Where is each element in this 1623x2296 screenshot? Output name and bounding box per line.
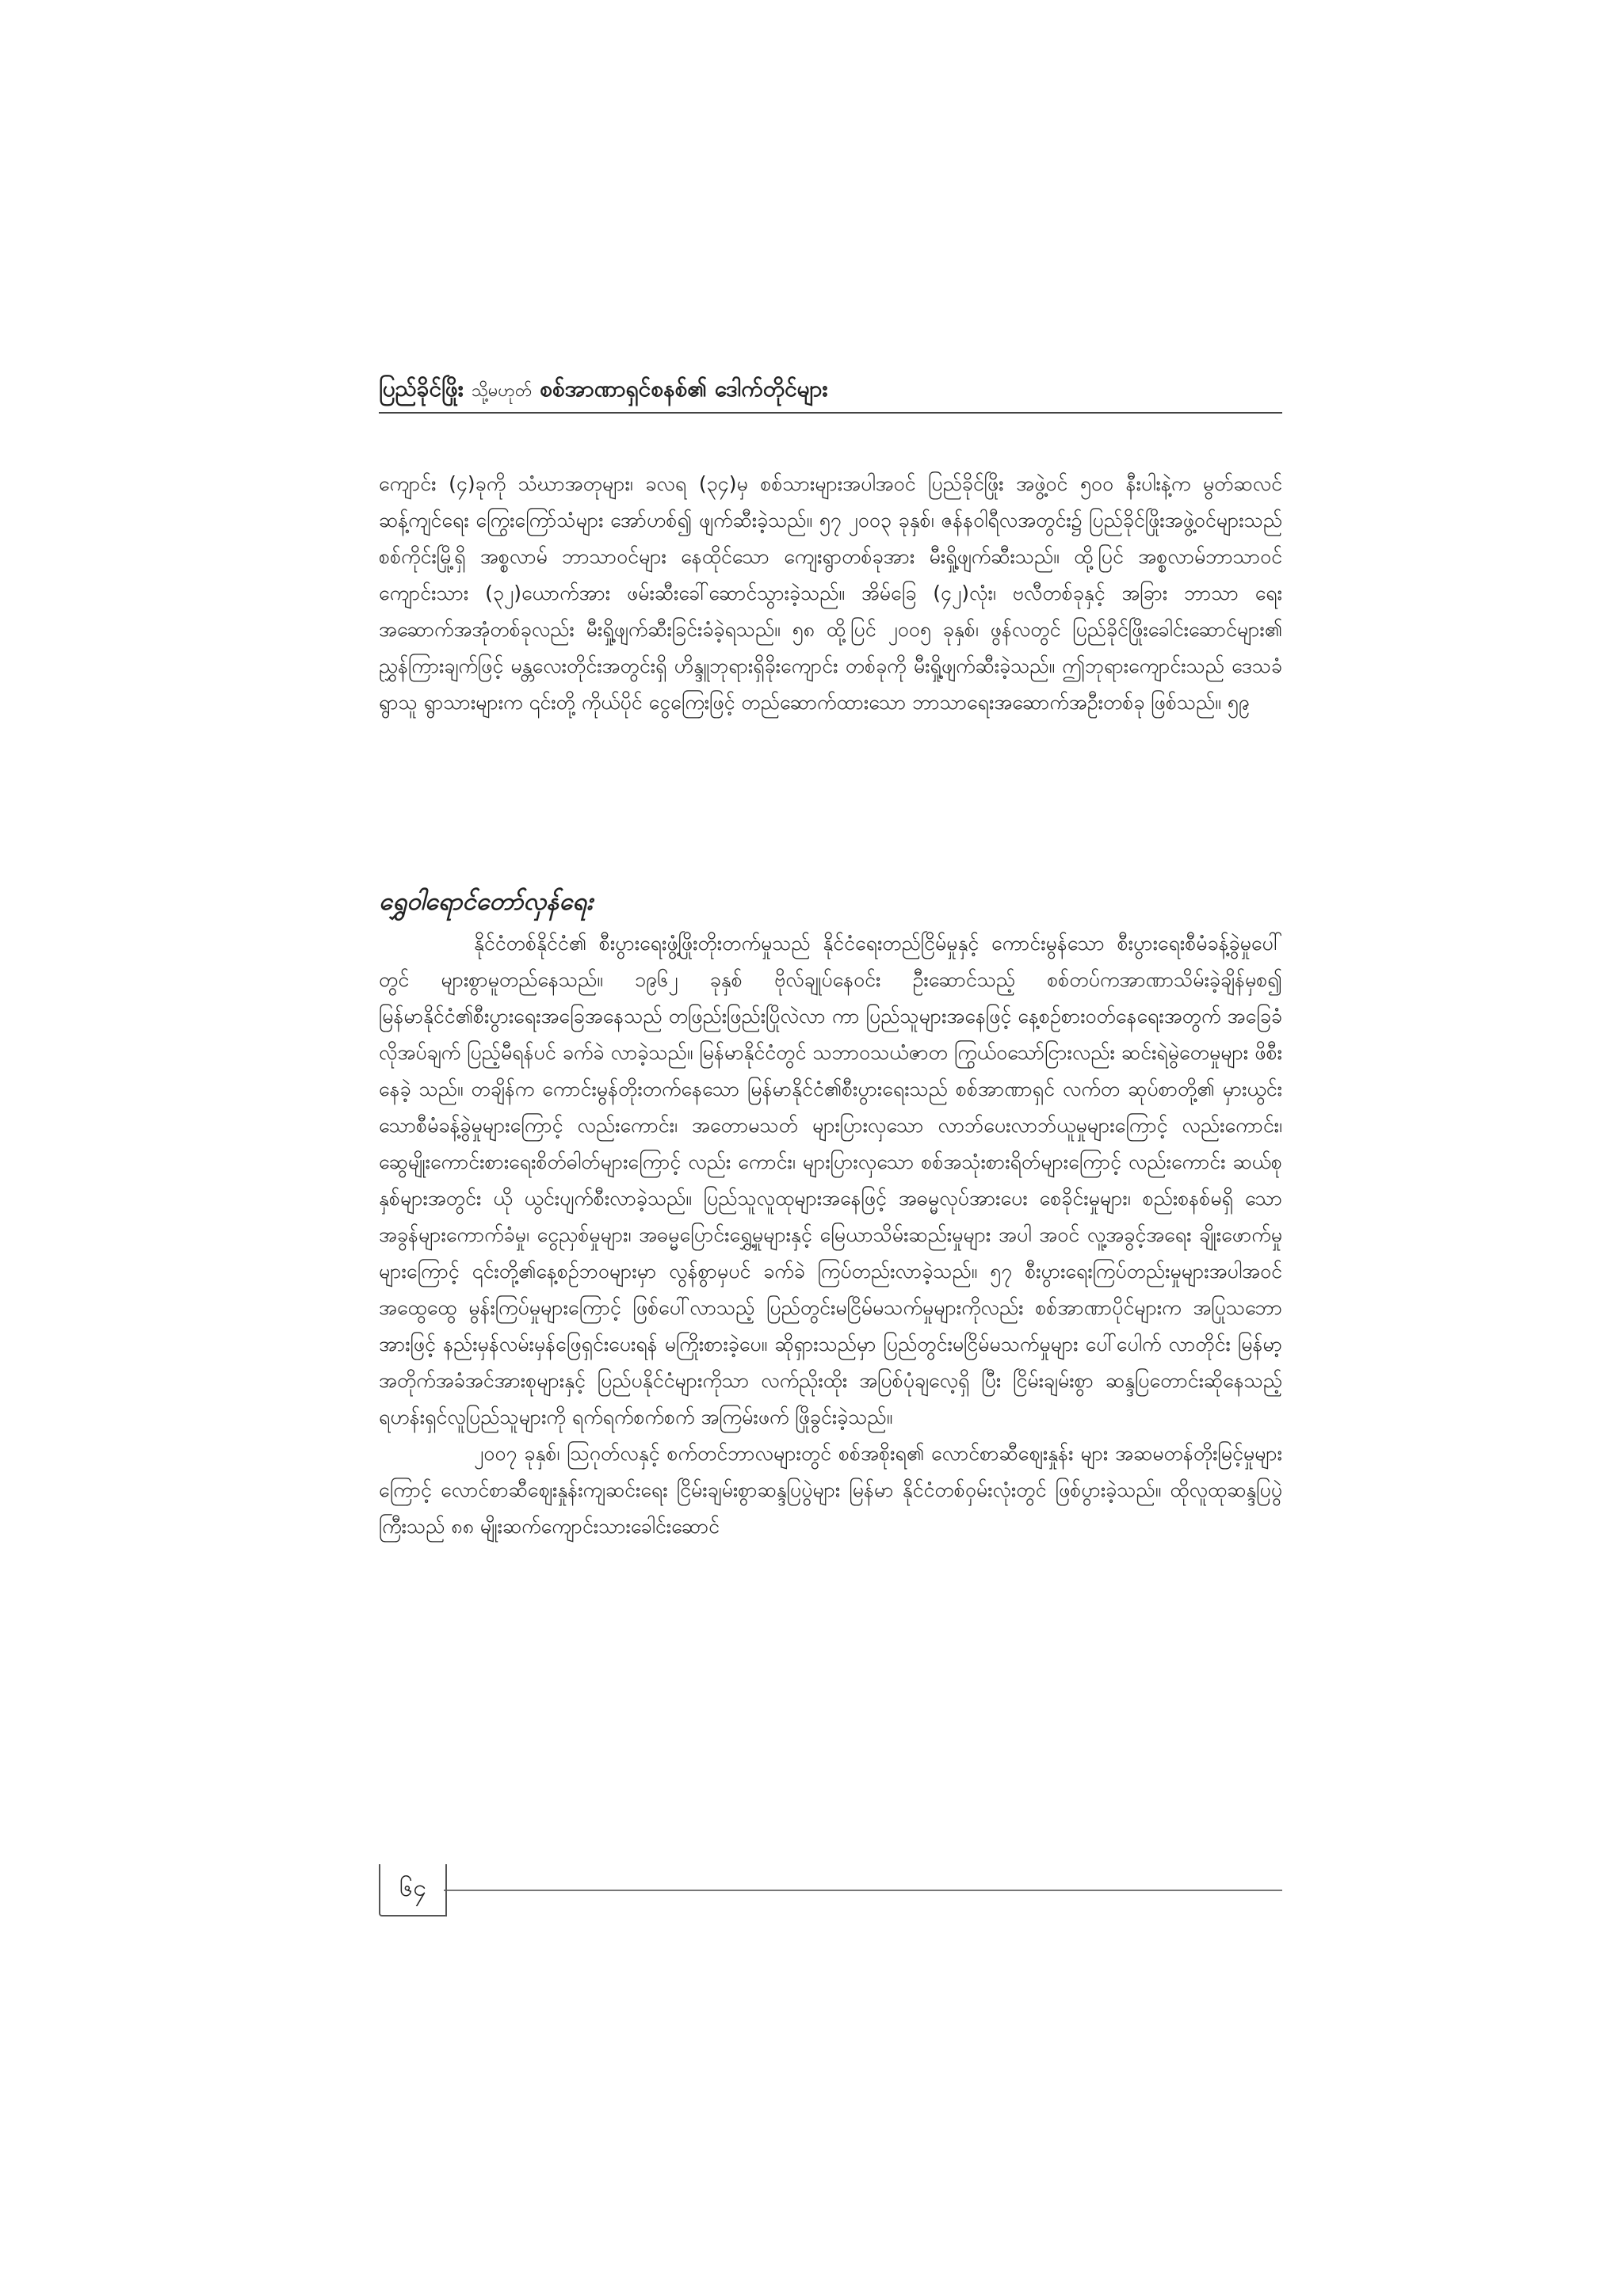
running-head-subtitle: စစ်အာဏာရှင်စနစ်၏ ဒေါက်တိုင်များ [540, 376, 828, 402]
paragraph-1: ကျောင်း (၄)ခုကို သံဃာအတုများ၊ ခလရ (၃၄)မှ စစ်သားများအပါအဝင် ပြည်ခိုင်ဖြိုး အဖွဲ့ဝင် ၅၀၀ နီးပါးနဲ့က မွတ်ဆလင်ဆန့်ကျင်ရေး ကြွေးကြော်သံများ အော်ဟစ်၍ ဖျက်ဆီးခဲ့သည်။ ၅၇ ၂၀၀၃ ခုနှစ်၊ ဇန်နဝါရီလအတွင်း၌ ပြည်ခိုင်ဖြိုးအဖွဲ့ဝင်များသည် စစ်ကိုင်းမြို့ရှိ အစ္စလာမ် ဘာသာဝင်များ နေထိုင်သော ကျေးရွာတစ်ခုအား မီးရှို့ဖျက်ဆီးသည်။ ထို့ပြင် အစ္စလာမ်ဘာသာဝင် ကျောင်းသား (၃၂)ယောက်အား ဖမ်းဆီးခေါ်ဆောင်သွားခဲ့သည်။ အိမ်ခြေ (၄၂)လုံး၊ ဗလီတစ်ခုနှင့် အခြား ဘာသာ ရေးအဆောက်အအုံတစ်ခုလည်း မီးရှို့ဖျက်ဆီးခြင်းခံခဲ့ရသည်။ ၅၈ ထို့ပြင် ၂၀၀၅ ခုနှစ်၊ ဖွန်လတွင် ပြည်ခိုင်ဖြိုးခေါင်းဆောင်များ၏ ညွှန်ကြားချက်ဖြင့် မန္တလေးတိုင်းအတွင်းရှိ ဟိန္ဒူဘုရားရှိခိုးကျောင်း တစ်ခုကို မီးရှို့ဖျက်ဆီးခဲ့သည်။ ဤဘုရားကျောင်းသည် ဒေသခံရွာသူ ရွာသားများက ၎င်းတို့ ကိုယ်ပိုင် ငွေကြေးဖြင့် တည်ဆောက်ထားသော ဘာသာရေးအဆောက်အဦးတစ်ခု ဖြစ်သည်။ ၅၉ [379, 472, 1282, 714]
footer-rule [444, 1890, 1282, 1891]
paragraph-2: နိုင်ငံတစ်နိုင်ငံ၏ စီးပွားရေးဖွံ့ဖြိုးတိုးတက်မှုသည် နိုင်ငံရေးတည်ငြိမ်မှုနှင့် ကောင်းမွန်သော စီးပွားရေးစီမံခန့်ခွဲမှုပေါ်တွင် များစွာမူတည်နေသည်။ ၁၉၆၂ ခုနှစ် ဗိုလ်ချုပ်နေဝင်း ဦးဆောင်သည့် စစ်တပ်ကအာဏာသိမ်းခဲ့ချိန်မှစ၍ မြန်မာနိုင်ငံ၏စီးပွားရေးအခြေအနေသည် တဖြည်းဖြည်းပြိုလဲလာ ကာ ပြည်သူများအနေဖြင့် နေ့စဉ်စားဝတ်နေရေးအတွက် အခြေခံလိုအပ်ချက် ပြည့်မီရန်ပင် ခက်ခဲ လာခဲ့သည်။ မြန်မာနိုင်ငံတွင် သဘာဝသယံဇာတ ကြွယ်ဝသော်ငြားလည်း ဆင်းရဲမွဲတေမှုများ ဖိစီးနေခဲ့ သည်။ တချိန်က ကောင်းမွန်တိုးတက်နေသော မြန်မာနိုင်ငံ၏စီးပွားရေးသည် စစ်အာဏာရှင် လက်တ ဆုပ်စာတို့၏ မှားယွင်းသောစီမံခန့်ခွဲမှုများကြောင့် လည်းကောင်း၊ အတောမသတ် များပြားလှသော လာဘ်ပေးလာဘ်ယူမှုများကြောင့် လည်းကောင်း၊ ဆွေမျိုးကောင်းစားရေးစိတ်ဓါတ်များကြောင့် လည်း ကောင်း၊ များပြားလှသော စစ်အသုံးစားရိတ်များကြောင့် လည်းကောင်း ဆယ်စုနှစ်များအတွင်း ယို ယွင်းပျက်စီးလာခဲ့သည်။ ပြည်သူလူထုများအနေဖြင့် အဓမ္မလုပ်အားပေး စေခိုင်းမှုများ၊ စည်းစနစ်မရှိ သော အခွန်များကောက်ခံမှု၊ ငွေညှစ်မှုများ၊ အဓမ္မပြောင်းရွှေ့မှုများနှင့် မြေယာသိမ်းဆည်းမှုများ အပါ အဝင် လူ့အခွင့်အရေး ချိုးဖောက်မှုများကြောင့် ၎င်းတို့၏နေ့စဉ်ဘဝများမှာ လွန်စွာမှပင် ခက်ခဲ ကြပ်တည်းလာခဲ့သည်။ ၅၇ စီးပွားရေးကြပ်တည်းမှုများအပါအဝင် အထွေထွေ မွန်းကြပ်မှုများကြောင့် ဖြစ်ပေါ်လာသည့် ပြည်တွင်းမငြိမ်မသက်မှုများကိုလည်း စစ်အာဏာပိုင်များက အပြုသဘောအားဖြင့် နည်းမှန်လမ်းမှန်ဖြေရှင်းပေးရန် မကြိုးစားခဲ့ပေ။ ဆိုရှားသည်မှာ ပြည်တွင်းမငြိမ်မသက်မှုများ ပေါ်ပေါက် လာတိုင်း မြန်မာ့အတိုက်အခံအင်အားစုများနှင့် ပြည်ပနိုင်ငံများကိုသာ လက်ညိုးထိုး အပြစ်ပုံချလေ့ရှိ ပြီး ငြိမ်းချမ်းစွာ ဆန္ဒပြတောင်းဆိုနေသည့် ရဟန်းရှင်လူပြည်သူများကို ရက်ရက်စက်စက် အကြမ်းဖက် ဖြိုခွင်းခဲ့သည်။ [379, 932, 1282, 1428]
running-head [379, 374, 1282, 407]
header-rule [379, 412, 1282, 414]
paragraph-3: ၂၀၀၇ ခုနှစ်၊ သြဂုတ်လနှင့် စက်တင်ဘာလများတွင် စစ်အစိုးရ၏ လောင်စာဆီဈေးနှုန်း များ အဆမတန်တိုးမြင့်မှုများကြောင့် လောင်စာဆီဈေးနှုန်းကျဆင်းရေး ငြိမ်းချမ်းစွာဆန္ဒပြပွဲများ မြန်မာ နိုင်ငံတစ်ဝှမ်းလုံးတွင် ဖြစ်ပွားခဲ့သည်။ ထိုလူထုဆန္ဒပြပွဲကြီးသည် ၈၈ မျိုးဆက်ကျောင်းသားခေါင်းဆောင် [379, 1442, 1282, 1538]
running-head-connector: သို့မဟုတ် [471, 381, 533, 401]
page-number: ၆၄ [379, 1864, 447, 1917]
text-block-2 [379, 925, 1282, 1545]
section-heading: ရွှေဝါရောင်တော်လှန်ရေး [379, 887, 593, 916]
running-head-title: ပြည်ခိုင်ဖြိုး [379, 376, 464, 402]
text-block-1 [379, 466, 1282, 721]
